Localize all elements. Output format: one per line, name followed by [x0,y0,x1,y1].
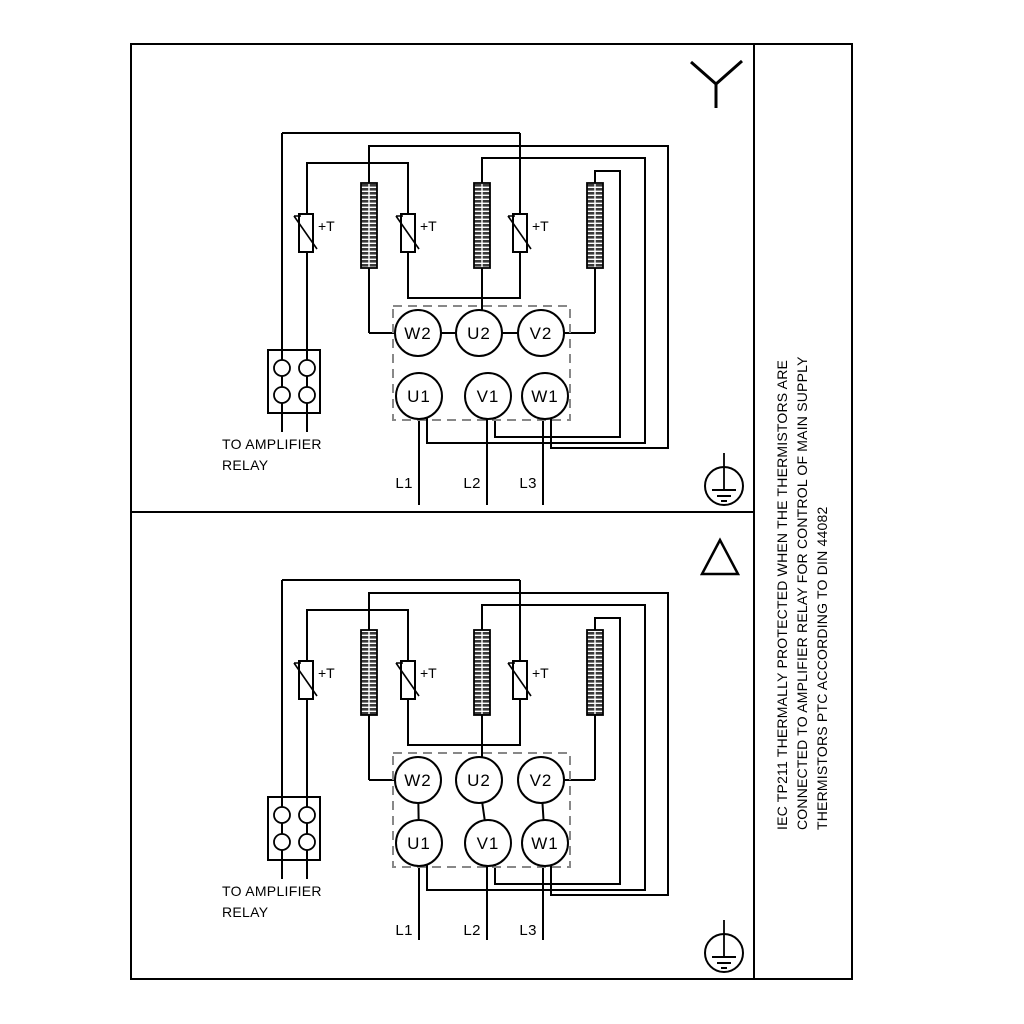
side-note-line: IEC TP211 THERMALLY PROTECTED WHEN THE THERMISTORS ARE [774,359,790,830]
supply-line-label: L3 [519,922,537,939]
terminal-label: W2 [404,324,432,343]
relay-contact [299,807,315,823]
terminal-label: V1 [476,387,500,406]
terminal-label: V1 [476,834,500,853]
earth-bars [712,957,736,968]
terminal-label: U2 [467,324,491,343]
terminal-label: U1 [407,387,431,406]
thermistor-label: +T [420,665,437,681]
relay-contact [299,387,315,403]
relay-caption: TO AMPLIFIER [222,436,322,452]
terminal-label: U1 [407,834,431,853]
supply-line-label: L1 [395,922,413,939]
terminal-label: V2 [529,324,553,343]
relay-caption: RELAY [222,457,269,473]
wire [307,163,408,214]
terminal-label: W1 [531,834,559,853]
supply-line-label: L3 [519,475,537,492]
relay-contact [274,387,290,403]
thermistor-label: +T [532,218,549,234]
terminal-label: U2 [467,771,491,790]
relay-connector [268,350,320,413]
star-connection-icon [691,61,742,108]
relay-contact [299,360,315,376]
relay-contact [274,807,290,823]
side-note [772,356,832,830]
wire [408,252,520,298]
wire [408,699,520,745]
thermistor-label: +T [420,218,437,234]
delta-connection-icon [702,540,738,574]
relay-contact [299,834,315,850]
supply-line-label: L1 [395,475,413,492]
wire [307,610,408,661]
supply-line-label: L2 [463,475,481,492]
side-note-line: CONNECTED TO AMPLIFIER RELAY FOR CONTROL OF MAIN SUPPLY [794,356,810,830]
relay-caption: RELAY [222,904,269,920]
supply-line-label: L2 [463,922,481,939]
thermistor-label: +T [318,218,335,234]
terminal-label: W1 [531,387,559,406]
relay-connector [268,797,320,860]
thermistor-label: +T [532,665,549,681]
side-note-line: THERMISTORS PTC ACCORDING TO DIN 44082 [814,506,830,830]
earth-bars [712,490,736,501]
relay-contact [274,834,290,850]
thermistor-label: +T [318,665,335,681]
relay-contact [274,360,290,376]
relay-caption: TO AMPLIFIER [222,883,322,899]
terminal-label: V2 [529,771,553,790]
terminal-label: W2 [404,771,432,790]
